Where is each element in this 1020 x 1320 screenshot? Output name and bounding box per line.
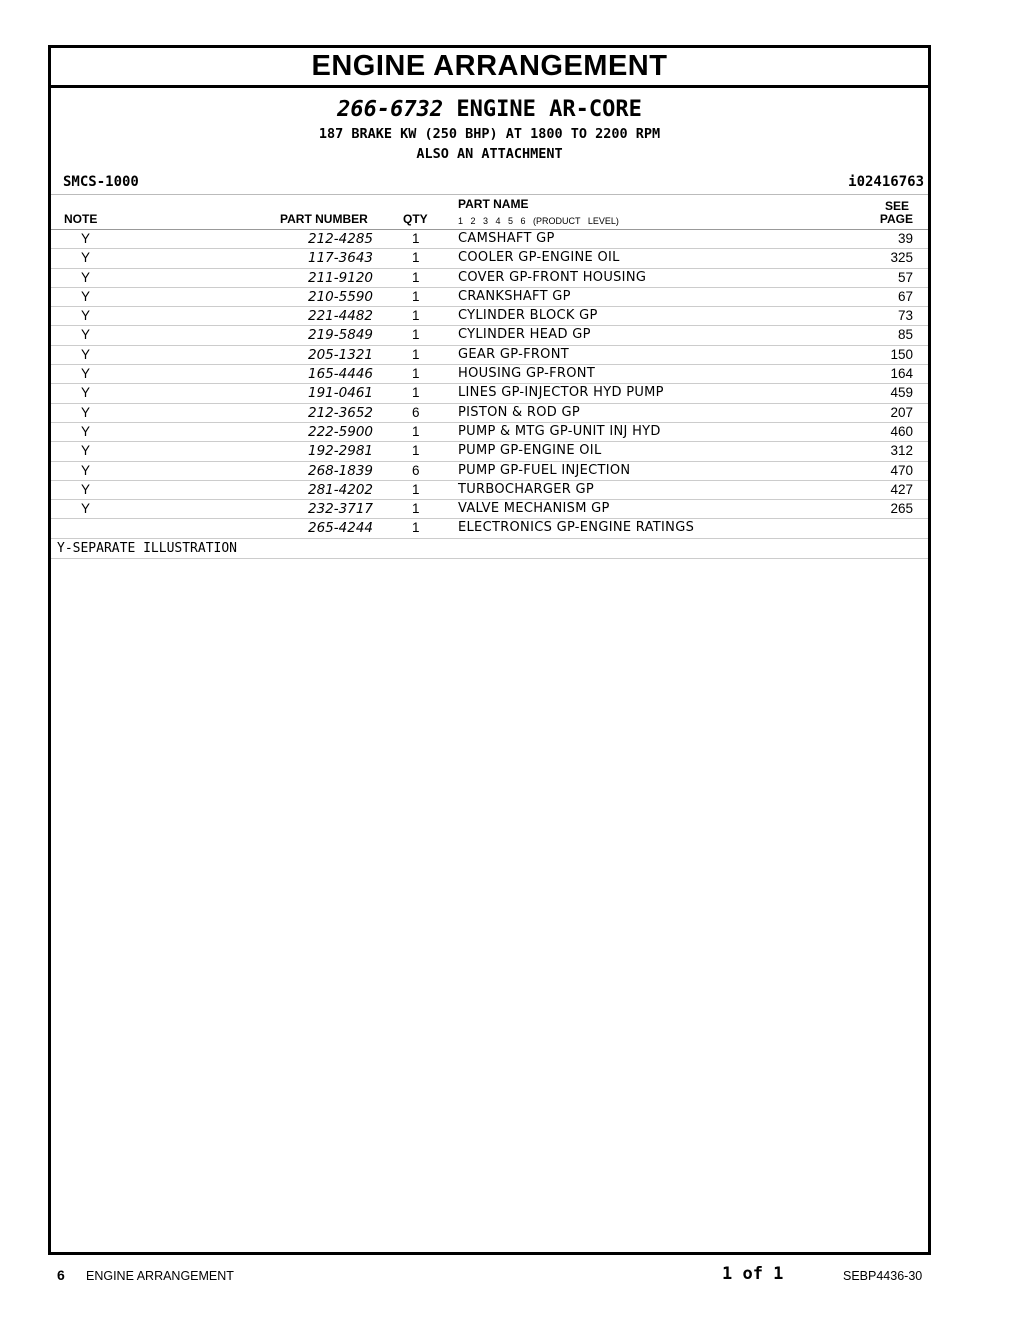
row-see-page: 427 — [890, 481, 913, 497]
illustration-id: i02416763 — [848, 174, 924, 190]
row-note: Y — [81, 327, 91, 343]
row-qty: 1 — [412, 423, 420, 439]
row-part-number: 212-4285 — [308, 231, 373, 247]
row-part-name: GEAR GP-FRONT — [458, 346, 569, 362]
row-qty: 1 — [412, 269, 420, 285]
footer-doc-number: SEBP4436-30 — [843, 1269, 923, 1283]
row-see-page: 73 — [897, 308, 913, 324]
page-title: ENGINE ARRANGEMENT — [51, 48, 928, 88]
table-row — [51, 384, 928, 403]
row-qty: 1 — [412, 366, 420, 382]
row-note: Y — [81, 501, 91, 517]
row-note: Y — [81, 288, 91, 304]
page-footer — [0, 1264, 1020, 1288]
row-note: Y — [81, 443, 91, 459]
row-note: Y — [81, 462, 91, 478]
row-part-number: 221-4482 — [308, 308, 373, 325]
row-qty: 1 — [412, 443, 420, 459]
row-see-page: 325 — [890, 250, 913, 266]
row-see-page: 39 — [897, 231, 913, 246]
row-part-name: HOUSING GP-FRONT — [458, 366, 596, 382]
model-note: ALSO AN ATTACHMENT — [416, 146, 563, 162]
column-header — [51, 195, 928, 230]
row-part-name: TURBOCHARGER GP — [458, 481, 595, 497]
table-row — [51, 230, 928, 249]
table-row — [51, 249, 928, 268]
row-see-page: 459 — [890, 385, 913, 401]
table-row — [51, 462, 928, 481]
table-row — [51, 326, 928, 345]
col-qty: QTY — [403, 212, 428, 226]
row-part-number: 219-5849 — [308, 327, 373, 344]
row-part-name: PUMP GP-FUEL INJECTION — [458, 462, 631, 478]
row-part-number: 268-1839 — [308, 462, 373, 479]
table-row — [51, 365, 928, 384]
model-header — [51, 96, 928, 164]
table-row — [51, 442, 928, 461]
row-note: Y — [81, 385, 91, 401]
page-frame — [48, 45, 931, 1255]
row-note: Y — [81, 481, 91, 497]
row-note: Y — [81, 423, 91, 439]
col-part-number: PART NUMBER — [280, 212, 368, 226]
row-part-name: PUMP & MTG GP-UNIT INJ HYD — [458, 423, 661, 439]
row-part-name: CAMSHAFT GP — [458, 231, 555, 246]
row-note: Y — [81, 269, 91, 285]
row-qty: 6 — [412, 462, 420, 478]
row-see-page: 57 — [897, 269, 913, 285]
row-part-number: 212-3652 — [308, 404, 373, 421]
row-part-number: 205-1321 — [308, 346, 373, 363]
row-note: Y — [81, 346, 91, 362]
footer-title: ENGINE ARRANGEMENT — [86, 1269, 234, 1283]
row-part-number: 165-4446 — [308, 366, 373, 383]
row-see-page: 460 — [890, 423, 913, 439]
table-row — [51, 481, 928, 500]
row-part-name: VALVE MECHANISM GP — [458, 501, 610, 517]
row-see-page: 312 — [890, 443, 913, 459]
row-see-page: 164 — [890, 366, 913, 382]
row-part-name: LINES GP-INJECTOR HYD PUMP — [458, 385, 664, 401]
row-note: Y — [81, 308, 91, 324]
row-part-number: 281-4202 — [308, 481, 373, 498]
row-see-page: 265 — [890, 501, 913, 517]
row-qty: 1 — [412, 385, 420, 401]
model-name: ENGINE AR-CORE — [456, 97, 642, 122]
row-part-number: 211-9120 — [308, 269, 373, 286]
row-note: Y — [81, 231, 91, 246]
row-note: Y — [81, 366, 91, 382]
col-levels: 1 2 3 4 5 6 (PRODUCT LEVEL) — [458, 216, 619, 226]
row-part-name: CRANKSHAFT GP — [458, 288, 571, 304]
row-qty: 1 — [412, 288, 420, 304]
row-see-page: 150 — [890, 346, 913, 362]
row-qty: 1 — [412, 501, 420, 517]
row-qty: 1 — [412, 346, 420, 362]
model-part-number: 266-6732 — [337, 97, 444, 122]
table-row — [51, 269, 928, 288]
row-part-name: CYLINDER HEAD GP — [458, 327, 591, 343]
row-part-name: COOLER GP-ENGINE OIL — [458, 250, 620, 266]
row-see-page: 67 — [897, 288, 913, 304]
row-part-number: 222-5900 — [308, 423, 373, 440]
row-part-name: PUMP GP-ENGINE OIL — [458, 443, 602, 459]
row-part-number: 210-5590 — [308, 288, 373, 305]
model-line — [51, 96, 928, 124]
row-see-page: 470 — [890, 462, 913, 478]
col-page: PAGE — [879, 212, 913, 226]
row-qty: 1 — [412, 308, 420, 324]
model-rating: 187 BRAKE KW (250 BHP) AT 1800 TO 2200 RPM — [318, 126, 661, 142]
table-row — [51, 404, 928, 423]
table-row — [51, 288, 928, 307]
table-row — [51, 423, 928, 442]
smcs-code: SMCS-1000 — [63, 174, 139, 190]
table-row — [51, 307, 928, 326]
row-see-page: 207 — [890, 404, 913, 420]
row-qty: 1 — [412, 520, 420, 536]
table-row — [51, 346, 928, 365]
smcs-row — [51, 170, 928, 195]
row-qty: 1 — [412, 481, 420, 497]
footer-page-count: 1 of 1 — [722, 1264, 784, 1284]
table-row — [51, 519, 928, 538]
row-note: Y — [81, 250, 91, 266]
row-qty: 6 — [412, 404, 420, 420]
row-qty: 1 — [412, 250, 420, 266]
row-part-name: CYLINDER BLOCK GP — [458, 308, 598, 324]
parts-table — [51, 230, 928, 539]
row-qty: 1 — [412, 231, 420, 246]
table-row — [51, 500, 928, 519]
row-part-name: COVER GP-FRONT HOUSING — [458, 269, 647, 285]
col-note: NOTE — [64, 212, 98, 226]
col-see: SEE — [884, 199, 909, 213]
row-part-number: 117-3643 — [308, 250, 373, 267]
footnote: Y-SEPARATE ILLUSTRATION — [51, 539, 928, 559]
row-part-number: 232-3717 — [308, 501, 373, 518]
row-part-number: 191-0461 — [308, 385, 373, 402]
row-part-name: ELECTRONICS GP-ENGINE RATINGS — [458, 520, 695, 536]
footer-page-number: 6 — [57, 1267, 65, 1283]
row-part-number: 265-4244 — [308, 520, 373, 537]
col-part-name: PART NAME — [458, 197, 529, 211]
row-see-page: 85 — [897, 327, 913, 343]
row-part-number: 192-2981 — [308, 443, 373, 460]
row-qty: 1 — [412, 327, 420, 343]
row-part-name: PISTON & ROD GP — [458, 404, 581, 420]
row-note: Y — [81, 404, 91, 420]
